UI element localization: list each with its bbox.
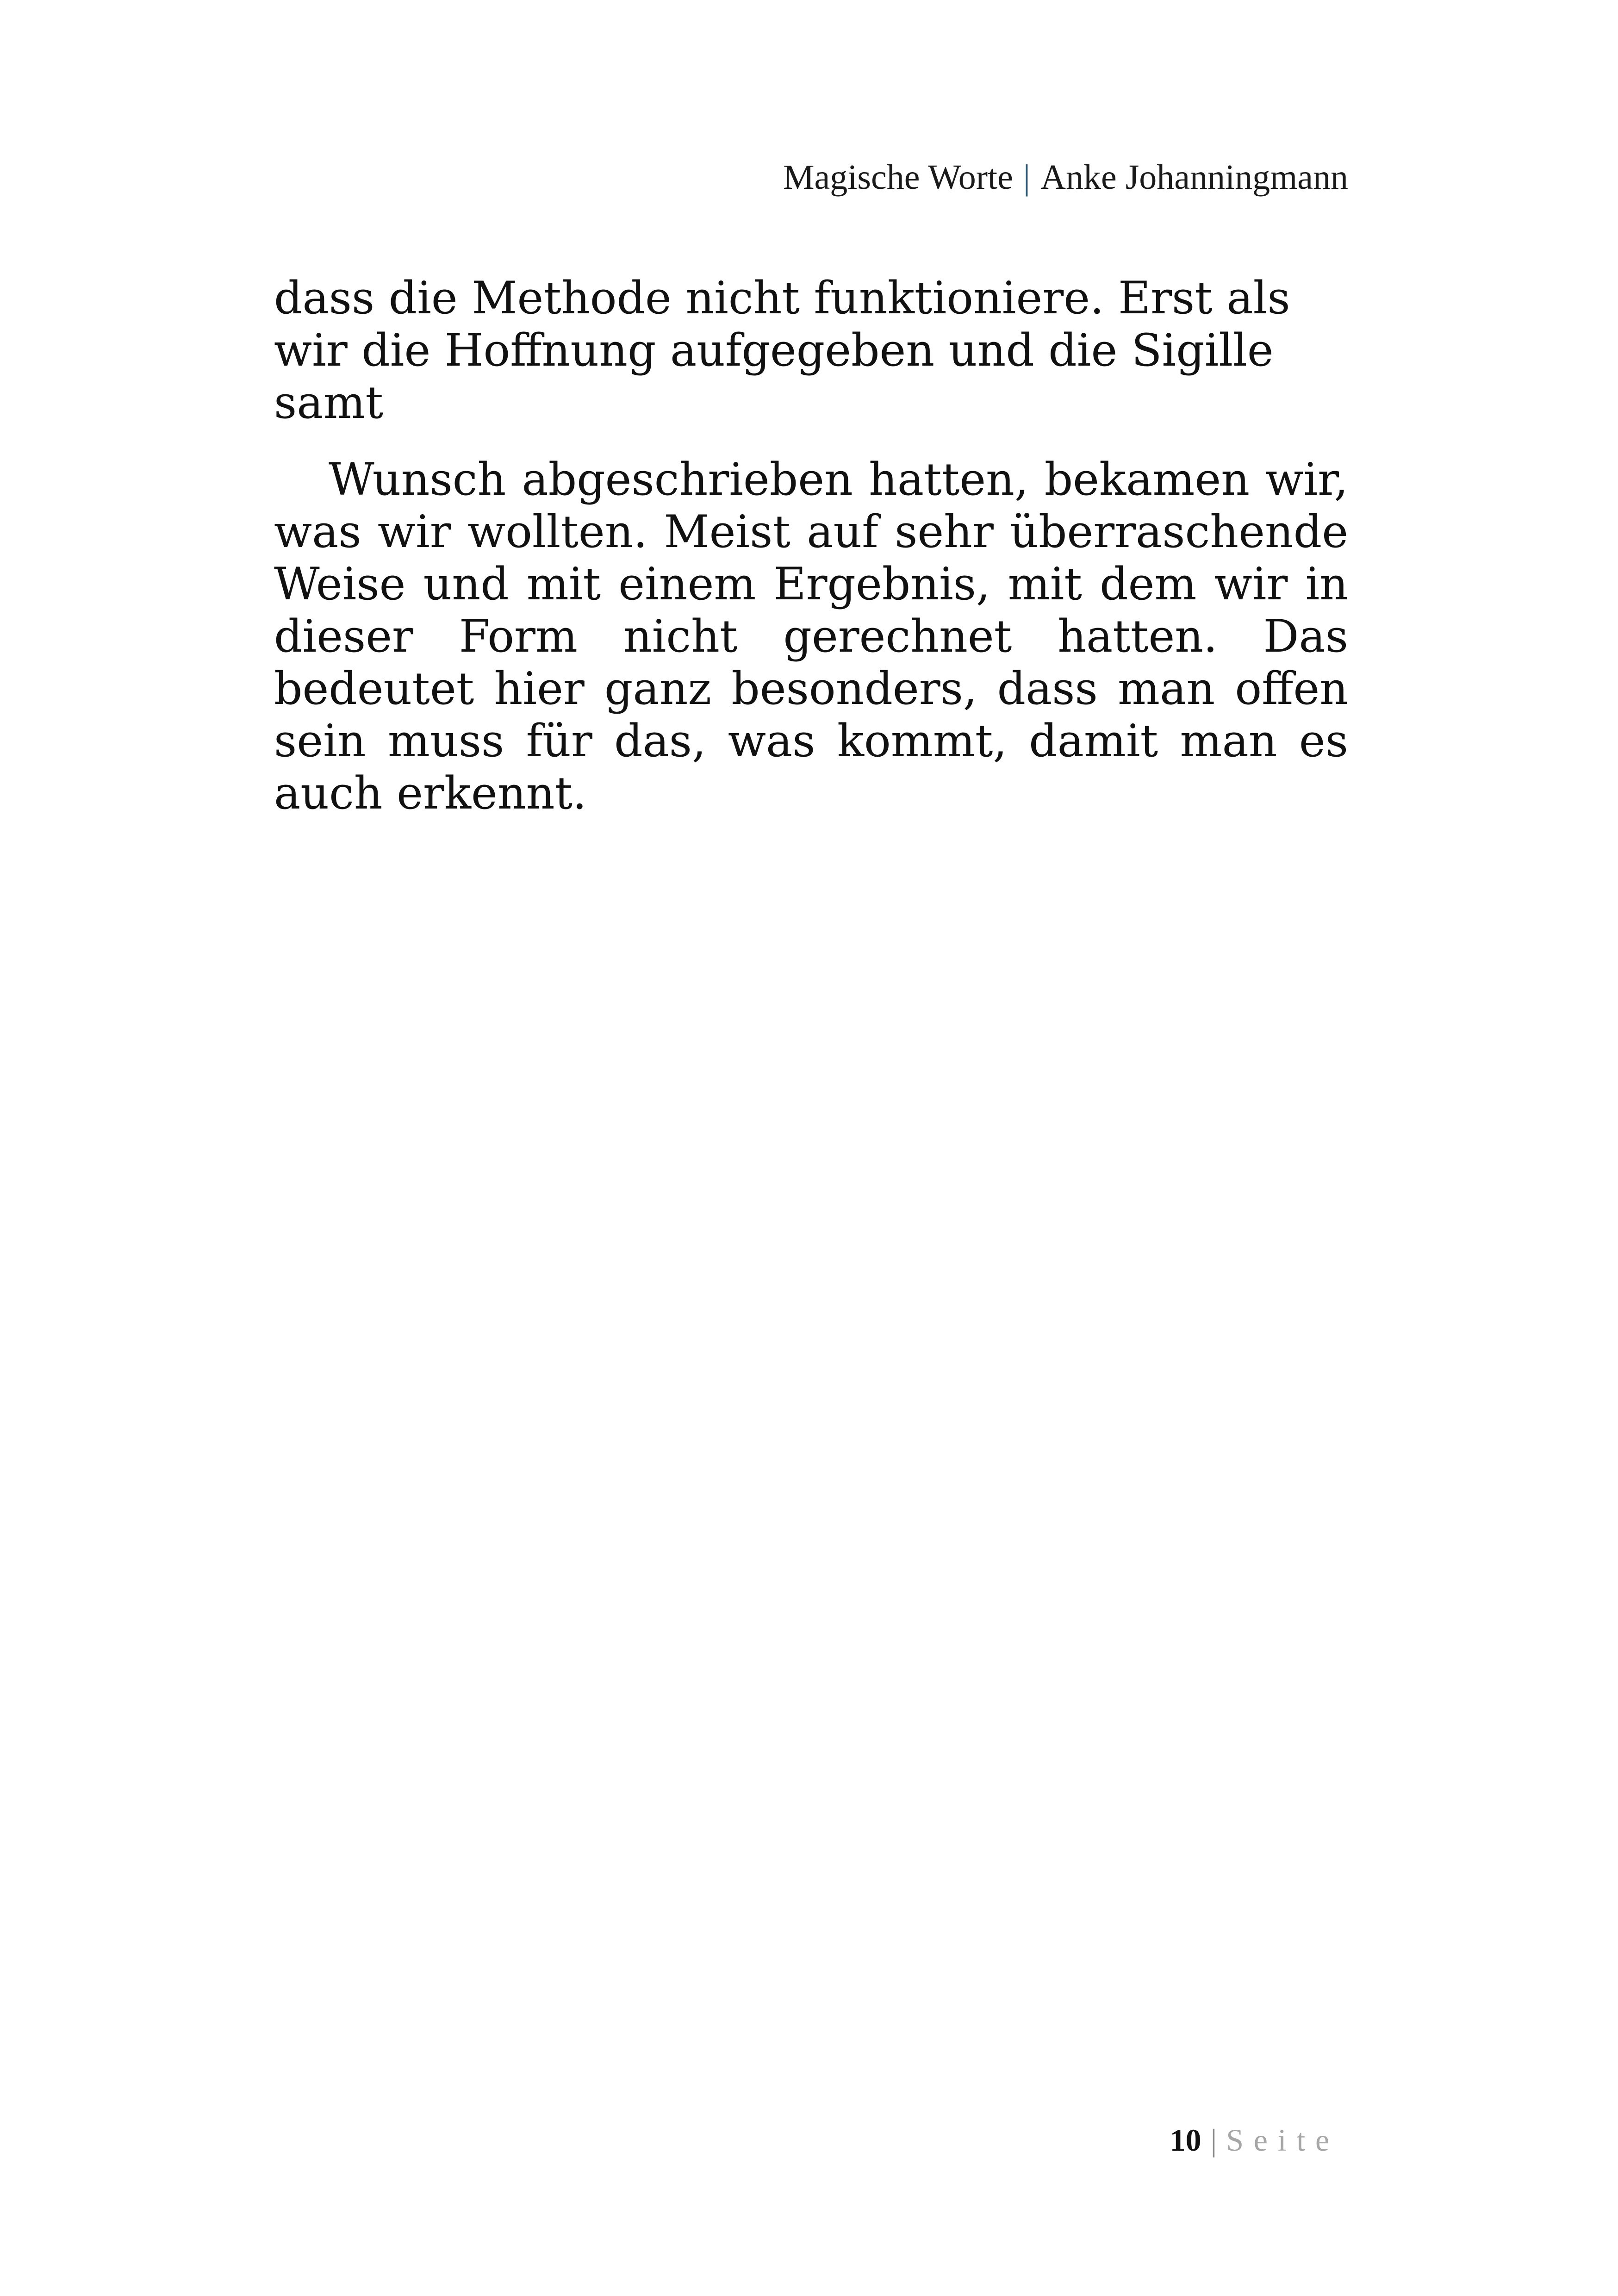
footer-separator: | (1210, 2122, 1217, 2158)
paragraph-2: Wunsch abgeschrieben hatten, bekamen wir, was wir wollten. Meist auf sehr überraschende Weise und mit einem Ergebnis, mit dem wir in dieser Form nicht gerechnet hatten. Das bedeutet hier ganz besonders, dass man offen sein muss für das, was kommt, damit man es auch erkennt. (274, 454, 1348, 819)
page-body (274, 272, 1348, 820)
header-separator: | (1023, 158, 1031, 197)
running-header (783, 160, 1348, 195)
page-footer (1170, 2124, 1339, 2156)
page-number: 10 (1170, 2122, 1201, 2158)
footer-page-word: Seite (1226, 2122, 1339, 2158)
header-author: Anke Johanningmann (1040, 158, 1348, 197)
header-book-title: Magische Worte (783, 158, 1013, 197)
paragraph-1: dass die Methode nicht funktioniere. Erst als wir die Hoffnung aufgegeben und die Sigille samt (274, 272, 1290, 429)
